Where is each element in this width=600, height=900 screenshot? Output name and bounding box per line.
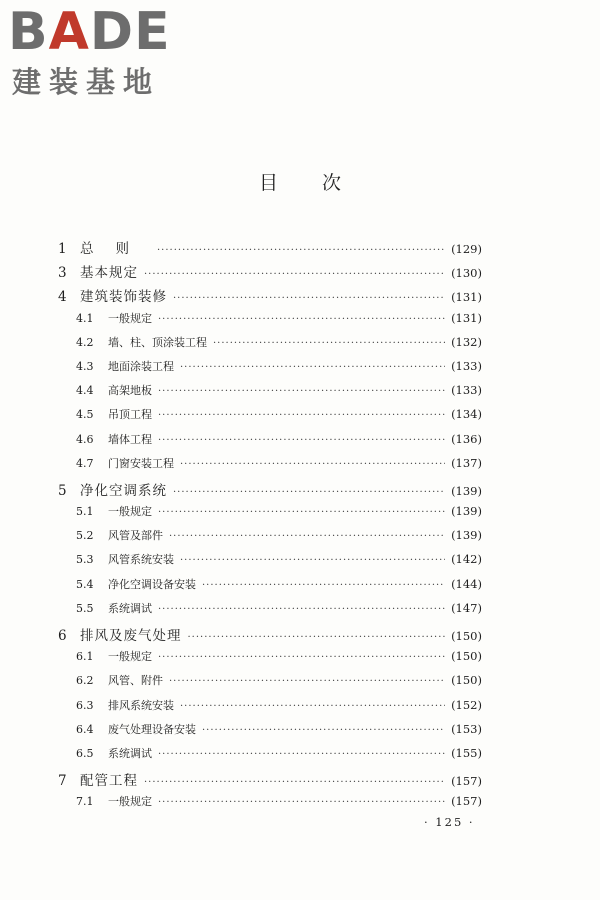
toc-entry-page: (157) [451, 794, 482, 809]
toc-entry-label: 高架地板 [108, 384, 152, 398]
toc-entry[interactable] [58, 624, 482, 648]
toc-entry-page: (130) [451, 266, 482, 281]
toc-entry-page: (150) [451, 649, 482, 664]
toc-entry-page: (152) [451, 697, 482, 712]
dot-leader [169, 531, 445, 542]
toc-entry-label: 系统调试 [108, 601, 152, 615]
toc-entry[interactable] [58, 600, 482, 624]
toc-entry-page: (139) [451, 483, 482, 498]
brand-logo [8, 2, 183, 99]
toc-entry[interactable] [58, 721, 482, 745]
toc-entry-label: 墙体工程 [108, 432, 152, 446]
toc-entry-number: 4.1 [76, 311, 94, 325]
dot-leader [158, 507, 445, 518]
toc-entry[interactable] [58, 769, 482, 793]
logo-wordmark [8, 4, 171, 60]
toc-entry-number: 6.4 [76, 722, 94, 736]
toc-entry-number: 6 [58, 628, 67, 644]
toc-entry-label: 净化空调设备安装 [108, 577, 196, 591]
dot-leader [173, 293, 445, 304]
toc-entry[interactable] [58, 237, 482, 261]
toc-entry-number: 4.4 [76, 384, 94, 398]
toc-entry[interactable] [58, 261, 482, 285]
toc-entry-label: 排风系统安装 [108, 698, 174, 712]
toc-entry-page: (131) [451, 290, 482, 305]
toc-entry-label: 总则 [80, 241, 151, 257]
toc-entry-number: 6.5 [76, 746, 94, 760]
toc-entry[interactable] [58, 648, 482, 672]
toc-entry-label: 风管系统安装 [108, 553, 174, 567]
toc-entry-label: 地面涂装工程 [108, 359, 174, 373]
toc-entry-label: 门窗安装工程 [108, 456, 174, 470]
toc-entry-page: (150) [451, 629, 482, 643]
toc-entry-page: (133) [451, 383, 482, 398]
toc-entry-number: 1 [58, 241, 67, 257]
toc-entry[interactable] [58, 697, 482, 721]
toc-entry-number: 6.2 [76, 674, 94, 688]
page-number: · 125 · [424, 815, 475, 829]
toc-entry-number: 5.2 [76, 529, 94, 543]
dot-leader [158, 749, 445, 760]
toc-entry-number: 6.3 [76, 698, 94, 712]
toc-entry[interactable] [58, 285, 482, 309]
toc-entry-page: (147) [451, 600, 482, 615]
toc-entry[interactable] [58, 382, 482, 406]
dot-leader [158, 314, 445, 325]
toc-entry[interactable] [58, 431, 482, 455]
toc-entry-number: 7 [58, 773, 67, 790]
toc-entry-page: (137) [451, 455, 482, 470]
toc-entry-number: 5.5 [76, 601, 94, 615]
dot-leader [173, 487, 445, 498]
toc-entry-page: (142) [451, 552, 482, 567]
toc-entry[interactable] [58, 551, 482, 575]
toc-entry-number: 4.5 [76, 408, 94, 422]
toc-entry-label: 一般规定 [108, 795, 152, 809]
toc-entry-label: 一般规定 [108, 650, 152, 664]
dot-leader [180, 701, 445, 712]
toc-entry-number: 4 [58, 289, 67, 306]
toc-entry-page: (150) [451, 673, 482, 688]
toc-title: 目次 [258, 172, 385, 194]
toc-entry-page: (129) [451, 242, 482, 256]
toc-entry[interactable] [58, 455, 482, 479]
dot-leader [158, 386, 445, 397]
toc-entry[interactable] [58, 358, 482, 382]
dot-leader [180, 555, 445, 566]
toc-entry-label: 建筑装饰装修 [80, 289, 167, 306]
toc-entry-label: 系统调试 [108, 746, 152, 760]
logo-brand-text: BADE [8, 2, 171, 62]
dot-leader [169, 676, 445, 687]
dot-leader [180, 362, 445, 373]
toc-entry-number: 5.3 [76, 553, 94, 567]
toc-entry[interactable] [58, 479, 482, 503]
toc-entry-label: 风管、附件 [108, 674, 163, 688]
toc-entry[interactable] [58, 503, 482, 527]
toc-entry[interactable] [58, 576, 482, 600]
toc-entry-number: 5.1 [76, 505, 94, 519]
dot-leader [188, 632, 446, 643]
dot-leader [202, 580, 445, 591]
toc-entry[interactable] [58, 793, 482, 817]
toc-entry-number: 7.1 [76, 795, 94, 809]
toc-entry-page: (133) [451, 358, 482, 373]
toc-entry-page: (155) [451, 745, 482, 760]
toc-entry-page: (131) [451, 310, 482, 325]
dot-leader [158, 797, 445, 808]
toc-entry-number: 4.7 [76, 456, 94, 470]
toc-entry-number: 3 [58, 265, 67, 282]
toc-entry-label: 一般规定 [108, 311, 152, 325]
dot-leader [157, 245, 445, 256]
toc-entry-page: (157) [451, 774, 482, 789]
toc-entry-label: 基本规定 [80, 265, 138, 282]
toc-entry-label: 排风及废气处理 [80, 628, 182, 644]
dot-leader [213, 338, 445, 349]
toc-entry[interactable] [58, 745, 482, 769]
toc-entry-number: 4.2 [76, 335, 94, 349]
toc-entry[interactable] [58, 334, 482, 358]
toc-entry-page: (136) [451, 431, 482, 446]
toc-entry-number: 4.6 [76, 432, 94, 446]
toc-entry-label: 净化空调系统 [80, 482, 167, 499]
toc-entry-label: 吊顶工程 [108, 408, 152, 422]
toc-entry-number: 5.4 [76, 577, 94, 591]
toc-entry-label: 墙、柱、顶涂装工程 [108, 335, 207, 349]
toc-entry-page: (153) [451, 721, 482, 736]
dot-leader [144, 269, 445, 280]
logo-subtitle: 建装基地 [12, 65, 161, 99]
toc-entry-page: (139) [451, 528, 482, 543]
toc-entry-number: 4.3 [76, 359, 94, 373]
toc-entry-label: 废气处理设备安装 [108, 722, 196, 736]
toc-entry-label: 配管工程 [80, 773, 138, 790]
dot-leader [144, 777, 445, 788]
dot-leader [158, 652, 445, 663]
toc-entry-page: (132) [451, 334, 482, 349]
toc-entry-label: 风管及部件 [108, 529, 163, 543]
toc-entry[interactable] [58, 672, 482, 696]
dot-leader [158, 435, 445, 446]
dot-leader [180, 459, 445, 470]
toc-entry-number: 5 [58, 482, 67, 499]
table-of-contents [58, 237, 482, 818]
toc-entry-page: (134) [451, 407, 482, 422]
dot-leader [158, 410, 445, 421]
toc-entry-number: 6.1 [76, 650, 94, 664]
toc-entry[interactable] [58, 310, 482, 334]
dot-leader [202, 725, 445, 736]
toc-entry[interactable] [58, 527, 482, 551]
toc-entry-label: 一般规定 [108, 505, 152, 519]
toc-entry-page: (144) [451, 576, 482, 591]
toc-entry[interactable] [58, 406, 482, 430]
dot-leader [158, 604, 445, 615]
toc-entry-page: (139) [451, 504, 482, 519]
